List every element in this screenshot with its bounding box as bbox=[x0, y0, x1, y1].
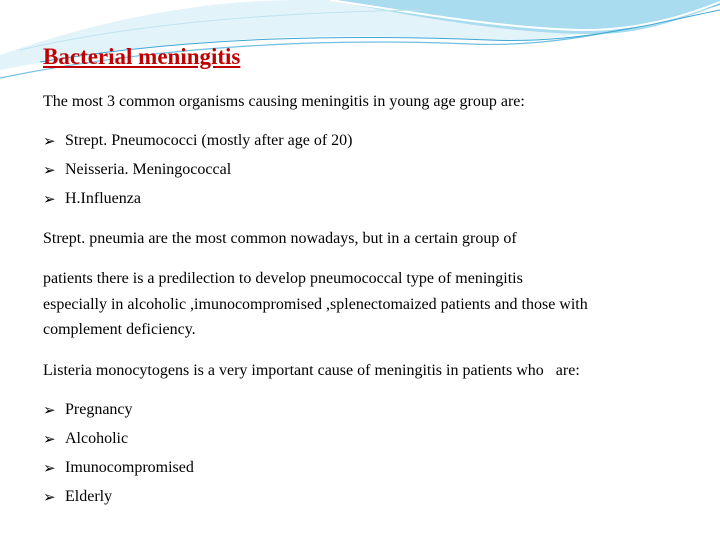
organism-item bbox=[43, 160, 231, 180]
organism-item bbox=[43, 131, 352, 151]
risk-group-item bbox=[43, 400, 133, 420]
organism-item bbox=[43, 189, 141, 209]
risk-group-label: Elderly bbox=[65, 488, 113, 505]
arrow-bullet-icon: ➢ bbox=[43, 459, 56, 477]
arrow-bullet-icon: ➢ bbox=[43, 190, 56, 208]
organism-label: H.Influenza bbox=[65, 190, 141, 207]
risk-group-label: Alcoholic bbox=[65, 430, 129, 447]
arrow-bullet-icon: ➢ bbox=[43, 430, 56, 448]
paragraph-line: complement deficiency. bbox=[43, 321, 196, 338]
risk-group-item bbox=[43, 429, 128, 449]
arrow-bullet-icon: ➢ bbox=[43, 161, 56, 179]
risk-group-label: Imunocompromised bbox=[65, 459, 194, 476]
arrow-bullet-icon: ➢ bbox=[43, 488, 56, 506]
risk-group-item bbox=[43, 458, 194, 478]
paragraph-line: Strept. pneumia are the most common nowadays, but in a certain group of bbox=[43, 230, 517, 247]
listeria-text: Listeria monocytogens is a very important cause of meningitis in patients who are: bbox=[43, 362, 580, 379]
slide-title: Bacterial meningitis bbox=[43, 44, 241, 69]
paragraph-line: especially in alcoholic ,imunocompromised ,splenectomaized patients and those with bbox=[43, 296, 588, 313]
arrow-bullet-icon: ➢ bbox=[43, 132, 56, 150]
risk-group-item bbox=[43, 487, 112, 507]
organism-label: Strept. Pneumococci (mostly after age of 20) bbox=[65, 132, 353, 149]
intro-text: The most 3 common organisms causing meningitis in young age group are: bbox=[43, 93, 525, 110]
risk-group-label: Pregnancy bbox=[65, 401, 133, 418]
paragraph-line: patients there is a predilection to develop pneumococcal type of meningitis bbox=[43, 270, 523, 287]
organism-label: Neisseria. Meningococcal bbox=[65, 161, 232, 178]
arrow-bullet-icon: ➢ bbox=[43, 401, 56, 419]
